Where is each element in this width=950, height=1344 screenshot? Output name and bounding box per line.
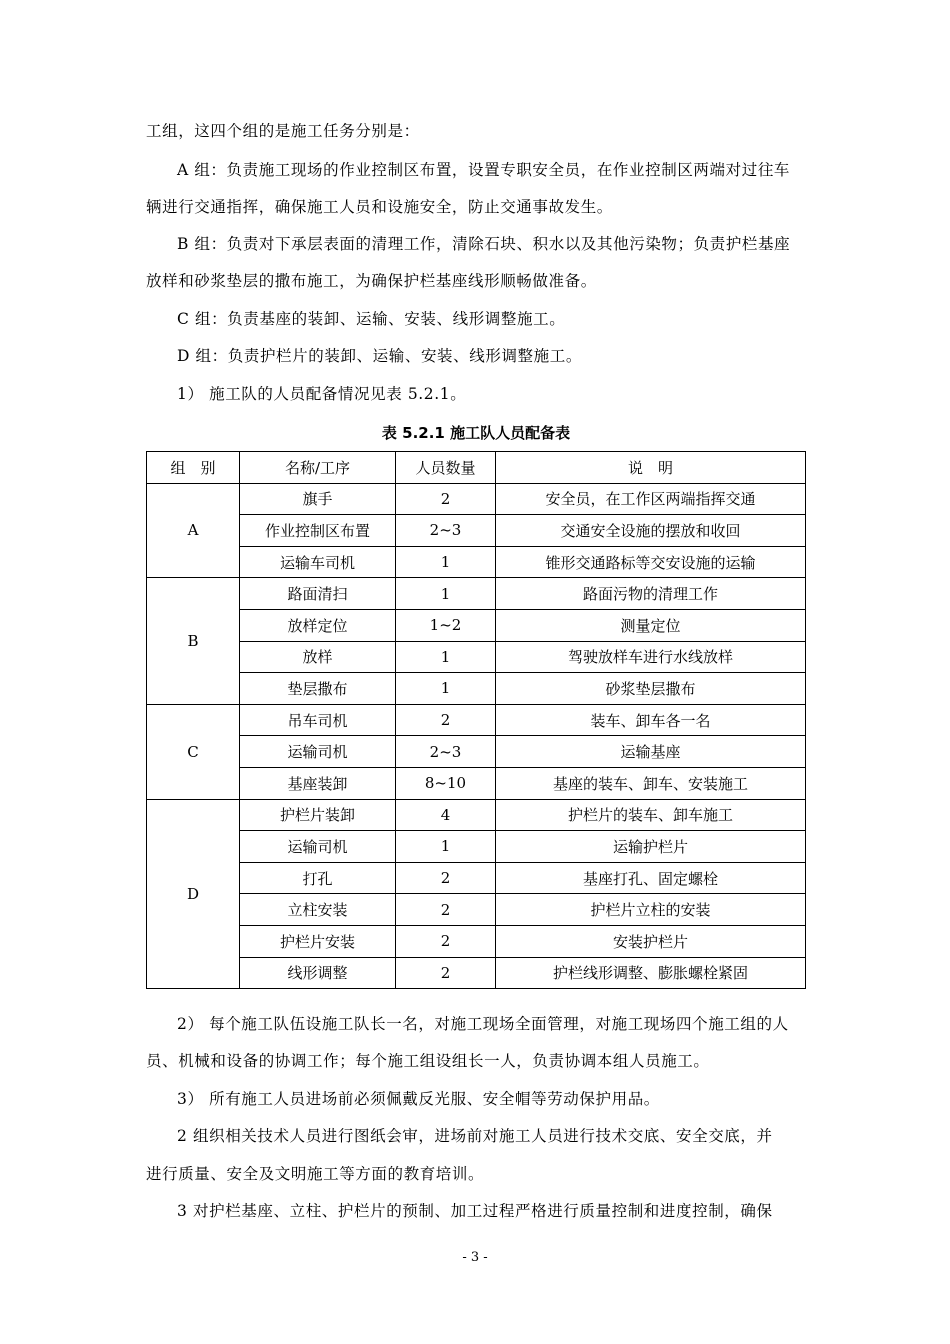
- description-cell: 安全员，在工作区两端指挥交通: [496, 483, 806, 515]
- table-row: [147, 515, 806, 547]
- paragraph-line: 3 对护栏基座、立柱、护栏片的预制、加工过程严格进行质量控制和进度控制，确保: [177, 1202, 773, 1220]
- group-cell: B: [147, 578, 240, 704]
- name-cell: 垫层撒布: [240, 673, 396, 705]
- name-cell: 放样定位: [240, 609, 396, 641]
- description-cell: 护栏线形调整、膨胀螺栓紧固: [496, 957, 806, 989]
- count-cell: 8~10: [396, 767, 496, 799]
- paragraph-line: 2） 每个施工队伍设施工队长一名，对施工现场全面管理，对施工现场四个施工组的人: [177, 1015, 789, 1033]
- count-cell: 1: [396, 641, 496, 673]
- count-cell: 1: [396, 546, 496, 578]
- table-row: [147, 862, 806, 894]
- table-row: [147, 957, 806, 989]
- description-cell: 护栏片的装车、卸车施工: [496, 799, 806, 831]
- count-cell: 1: [396, 673, 496, 705]
- count-cell: 2: [396, 483, 496, 515]
- table-row: [147, 609, 806, 641]
- name-cell: 路面清扫: [240, 578, 396, 610]
- count-cell: 2~3: [396, 736, 496, 768]
- description-cell: 交通安全设施的摆放和收回: [496, 515, 806, 547]
- paragraph-line: 工组，这四个组的是施工任务分别是：: [146, 122, 420, 140]
- group-cell: C: [147, 704, 240, 799]
- table-row: [147, 483, 806, 515]
- page-number: - 3 -: [462, 1250, 488, 1265]
- count-cell: 2: [396, 704, 496, 736]
- description-cell: 运输基座: [496, 736, 806, 768]
- description-cell: 基座打孔、固定螺栓: [496, 862, 806, 894]
- paragraph-line: 进行质量、安全及文明施工等方面的教育培训。: [146, 1165, 485, 1183]
- description-cell: 驾驶放样车进行水线放样: [496, 641, 806, 673]
- name-cell: 吊车司机: [240, 704, 396, 736]
- description-cell: 砂浆垫层撒布: [496, 673, 806, 705]
- table-row: [147, 925, 806, 957]
- name-cell: 放样: [240, 641, 396, 673]
- paragraph-line: B 组：负责对下承层表面的清理工作，清除石块、积水以及其他污染物；负责护栏基座: [177, 235, 791, 253]
- name-cell: 运输司机: [240, 736, 396, 768]
- count-cell: 1: [396, 831, 496, 863]
- table-row: [147, 704, 806, 736]
- header-count: 人员数量: [396, 452, 496, 484]
- table-body: [147, 483, 806, 989]
- count-cell: 2: [396, 894, 496, 926]
- count-cell: 2: [396, 957, 496, 989]
- table-row: [147, 831, 806, 863]
- table-header-row: [147, 452, 806, 484]
- name-cell: 护栏片装卸: [240, 799, 396, 831]
- description-cell: 安装护栏片: [496, 925, 806, 957]
- group-cell: A: [147, 483, 240, 578]
- name-cell: 打孔: [240, 862, 396, 894]
- description-cell: 锥形交通路标等交安设施的运输: [496, 546, 806, 578]
- staff-table: [146, 451, 806, 989]
- table-row: [147, 736, 806, 768]
- description-cell: 护栏片立柱的安装: [496, 894, 806, 926]
- table-caption: 表 5.2.1 施工队人员配备表: [381, 424, 571, 442]
- paragraph-line: C 组：负责基座的装卸、运输、安装、线形调整施工。: [177, 310, 566, 328]
- paragraph-line: D 组：负责护栏片的装卸、运输、安装、线形调整施工。: [177, 347, 582, 365]
- group-cell: D: [147, 799, 240, 989]
- name-cell: 运输车司机: [240, 546, 396, 578]
- name-cell: 作业控制区布置: [240, 515, 396, 547]
- paragraph-line: 员、机械和设备的协调工作；每个施工组设组长一人，负责协调本组人员施工。: [146, 1052, 710, 1070]
- count-cell: 2~3: [396, 515, 496, 547]
- table-row: [147, 799, 806, 831]
- table-row: [147, 894, 806, 926]
- header-name: 名称/工序: [240, 452, 396, 484]
- count-cell: 1: [396, 578, 496, 610]
- table-row: [147, 767, 806, 799]
- description-cell: 装车、卸车各一名: [496, 704, 806, 736]
- paragraph-line: 1） 施工队的人员配备情况见表 5.2.1。: [177, 385, 467, 403]
- paragraph-line: 辆进行交通指挥，确保施工人员和设施安全，防止交通事故发生。: [146, 198, 613, 216]
- paragraph-line: 放样和砂浆垫层的撒布施工，为确保护栏基座线形顺畅做准备。: [146, 272, 597, 290]
- name-cell: 线形调整: [240, 957, 396, 989]
- paragraph-line: A 组：负责施工现场的作业控制区布置，设置专职安全员，在作业控制区两端对过往车: [177, 161, 791, 179]
- table-row: [147, 578, 806, 610]
- name-cell: 护栏片安装: [240, 925, 396, 957]
- paragraph-line: 3） 所有施工人员进场前必须佩戴反光服、安全帽等劳动保护用品。: [177, 1090, 660, 1108]
- count-cell: 2: [396, 925, 496, 957]
- description-cell: 运输护栏片: [496, 831, 806, 863]
- name-cell: 旗手: [240, 483, 396, 515]
- header-group: 组 别: [147, 452, 240, 484]
- count-cell: 2: [396, 862, 496, 894]
- header-description: 说 明: [496, 452, 806, 484]
- description-cell: 基座的装车、卸车、安装施工: [496, 767, 806, 799]
- count-cell: 4: [396, 799, 496, 831]
- paragraph-line: 2 组织相关技术人员进行图纸会审，进场前对施工人员进行技术交底、安全交底，并: [177, 1127, 773, 1145]
- table-row: [147, 546, 806, 578]
- name-cell: 基座装卸: [240, 767, 396, 799]
- table-row: [147, 673, 806, 705]
- table-row: [147, 641, 806, 673]
- name-cell: 立柱安装: [240, 894, 396, 926]
- description-cell: 路面污物的清理工作: [496, 578, 806, 610]
- name-cell: 运输司机: [240, 831, 396, 863]
- count-cell: 1~2: [396, 609, 496, 641]
- description-cell: 测量定位: [496, 609, 806, 641]
